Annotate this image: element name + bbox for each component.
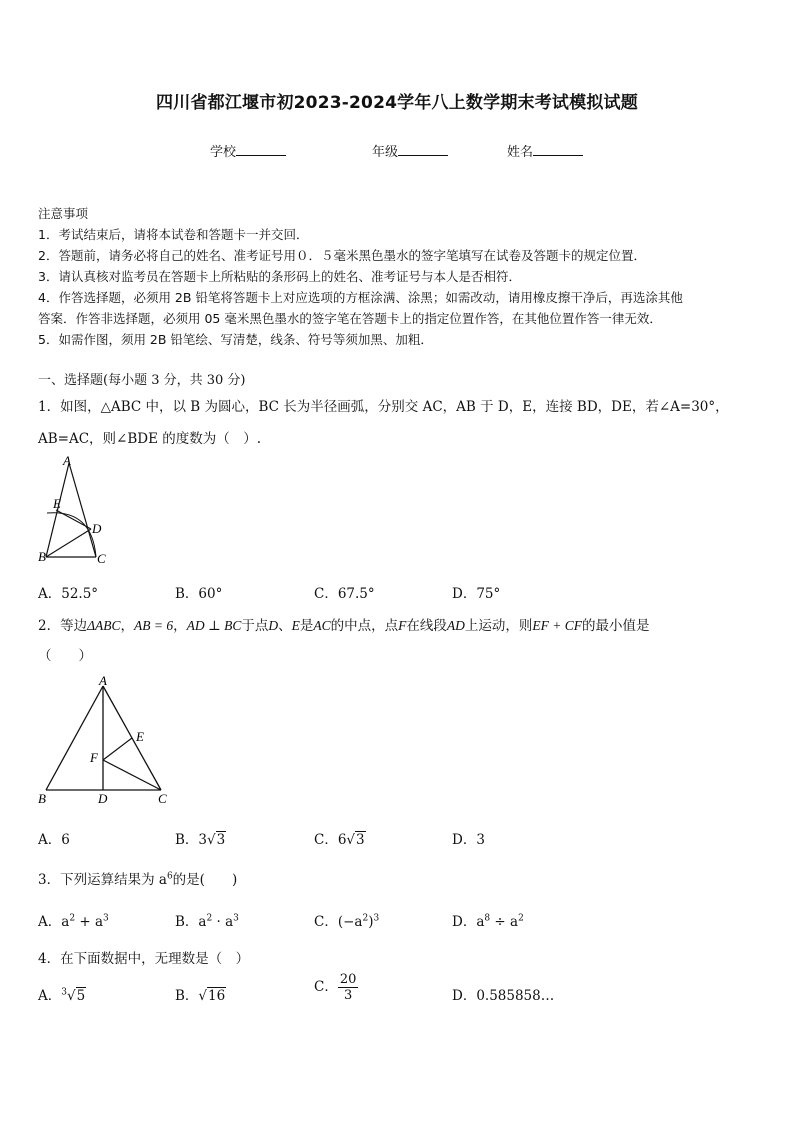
grade-label: 年级 bbox=[372, 145, 399, 160]
q3-c-exp1: 2 bbox=[362, 913, 369, 924]
q2-stem-line2: （ ） bbox=[38, 648, 92, 664]
q4-c-numerator: 20 bbox=[339, 972, 357, 987]
q2-label-f: F bbox=[90, 750, 98, 765]
q1-option-a[interactable]: A．52.5° bbox=[38, 586, 99, 602]
q4-a-index: 3 bbox=[61, 987, 67, 998]
q1-option-d[interactable]: D．75° bbox=[452, 586, 501, 602]
note-item: 5．如需作图，须用 2B 铅笔绘、写清楚，线条、符号等须加黑、加粗． bbox=[38, 332, 433, 347]
q3-stem-exp: 6 bbox=[166, 871, 173, 882]
q3-option-d[interactable] bbox=[452, 910, 524, 930]
q1-label-e: E bbox=[53, 496, 61, 511]
q2-text: 的中点，点 bbox=[330, 618, 399, 634]
school-field bbox=[210, 141, 286, 160]
q3-a-exp2: 3 bbox=[103, 913, 109, 924]
q3-b-exp2: 3 bbox=[233, 913, 239, 924]
q2-math-e: E bbox=[291, 618, 300, 633]
q1-option-c[interactable]: C．67.5° bbox=[314, 586, 375, 602]
q2-text: 于点 bbox=[241, 618, 269, 634]
q4-stem: 4．在下面数据中，无理数是（ ） bbox=[38, 951, 250, 967]
school-label: 学校 bbox=[210, 145, 237, 160]
q4-b-radicand: 16 bbox=[208, 988, 226, 1004]
note-item: 3．请认真核对监考员在答题卡上所粘贴的条形码上的姓名、准考证号与本人是否相符． bbox=[38, 269, 521, 284]
note-item: 2．答题前，请务必将自己的姓名、准考证号用０．５毫米黑色墨水的签字笔填写在试卷及答题卡的规定位置． bbox=[38, 248, 646, 263]
q4-option-b[interactable]: B．√16 bbox=[175, 988, 226, 1004]
q2-option-c-radicand: 3 bbox=[356, 832, 365, 848]
q2-stem-line1 bbox=[38, 614, 649, 634]
q2-label-a: A bbox=[99, 673, 107, 688]
q2-math-f: F bbox=[398, 618, 407, 633]
q4-c-fraction bbox=[338, 972, 359, 1003]
q3-stem bbox=[38, 868, 237, 888]
q2-option-b[interactable]: B．3√3 bbox=[175, 832, 226, 848]
q2-text: ， bbox=[120, 618, 135, 634]
note-item: 4．作答选择题，必须用 2B 铅笔将答题卡上对应选项的方框涂满、涂黑；如需改动，请用橡皮擦干净后，再选涂其他 bbox=[38, 290, 683, 305]
q2-math-ab: AB = 6 bbox=[134, 618, 174, 633]
grade-blank[interactable] bbox=[398, 143, 448, 156]
q2-text: 是 bbox=[299, 618, 314, 634]
q2-label-c: C bbox=[158, 791, 167, 806]
q3-a-op: + a bbox=[75, 914, 103, 930]
q3-stem-pre: 3．下列运算结果为 a bbox=[38, 872, 167, 888]
q2-math-ad: AD bbox=[446, 618, 465, 633]
q2-option-d[interactable]: D．3 bbox=[452, 832, 485, 848]
q3-b-op: · a bbox=[212, 914, 234, 930]
q4-option-d[interactable]: D．0.585858… bbox=[452, 988, 555, 1004]
q4-c-denominator: 3 bbox=[343, 988, 353, 1003]
q3-option-a[interactable] bbox=[38, 910, 109, 930]
q4-a-label: A． bbox=[38, 988, 62, 1004]
q2-text: 的最小值是 bbox=[581, 618, 650, 634]
q3-b-exp1: 2 bbox=[206, 913, 213, 924]
q2-figure bbox=[34, 673, 184, 808]
section-heading: 一、选择题(每小题 3 分，共 30 分) bbox=[38, 373, 246, 388]
note-item: 答案．作答非选择题，必须用 05 毫米黑色墨水的签字笔在答题卡上的指定位置作答，在其他位置作答一律无效． bbox=[38, 311, 662, 326]
name-label: 姓名 bbox=[507, 145, 534, 160]
name-blank[interactable] bbox=[533, 143, 583, 156]
q4-c-label: C． bbox=[314, 979, 338, 995]
notes-heading: 注意事项 bbox=[38, 206, 89, 221]
q3-a-exp1: 2 bbox=[69, 913, 76, 924]
q1-stem-line2: AB=AC，则∠BDE 的度数为（ ）. bbox=[38, 431, 262, 447]
q2-label-e: E bbox=[136, 729, 144, 744]
q2-text: ， bbox=[173, 618, 187, 634]
q2-math-d: D bbox=[268, 618, 279, 633]
q2-math-expr: EF + CF bbox=[532, 618, 582, 633]
q2-math-triangle: ΔABC bbox=[87, 618, 121, 633]
q3-d-base: D．a bbox=[452, 914, 485, 930]
page-title: 四川省都江堰市初2023-2024学年八上数学期末考试模拟试题 bbox=[156, 93, 638, 113]
q1-arc bbox=[47, 513, 96, 557]
q3-c-op: ) bbox=[368, 914, 374, 930]
q1-label-b: B bbox=[38, 549, 46, 564]
q3-c-base: C．(−a bbox=[314, 914, 363, 930]
q1-label-d: D bbox=[92, 521, 102, 536]
q1-label-a: A bbox=[63, 453, 71, 468]
q1-segment-bd bbox=[46, 529, 91, 557]
school-blank[interactable] bbox=[236, 143, 286, 156]
q2-option-b-radicand: 3 bbox=[216, 832, 226, 848]
q2-label-d: D bbox=[98, 791, 108, 806]
notes-block bbox=[38, 203, 683, 350]
q4-option-a[interactable]: A．$^3$√5 bbox=[38, 987, 86, 1004]
q3-c-exp2: 3 bbox=[373, 913, 380, 924]
q4-option-c[interactable] bbox=[314, 972, 358, 1003]
q1-option-b[interactable]: B．60° bbox=[175, 586, 223, 602]
q3-option-c[interactable] bbox=[314, 910, 379, 930]
q3-b-base: B．a bbox=[175, 914, 207, 930]
q4-b-label: B． bbox=[175, 988, 199, 1004]
q3-a-base: A．a bbox=[38, 914, 70, 930]
q2-label-b: B bbox=[38, 791, 46, 806]
q2-option-c-coef: C．6 bbox=[314, 832, 347, 848]
q2-text: 上运动，则 bbox=[464, 618, 533, 634]
note-item: 1．考试结束后，请将本试卷和答题卡一并交回． bbox=[38, 227, 309, 242]
q1-stem-line1: 1．如图，△ABC 中，以 B 为圆心，BC 长为半径画弧，分别交 AC，AB 于 D，E，连接 BD，DE，若∠A=30°， bbox=[38, 399, 729, 415]
q3-stem-post: 的是( ) bbox=[172, 872, 238, 888]
q2-segment-ef bbox=[103, 738, 132, 760]
q1-label-c: C bbox=[97, 551, 106, 566]
name-field bbox=[507, 141, 583, 160]
q3-d-exp2: 2 bbox=[518, 913, 524, 924]
q2-text: 2．等边 bbox=[38, 618, 88, 634]
q4-a-radicand: 5 bbox=[76, 988, 86, 1004]
q2-text: 、 bbox=[278, 618, 292, 634]
q3-option-b[interactable] bbox=[175, 910, 239, 930]
q2-option-a[interactable]: A．6 bbox=[38, 832, 70, 848]
grade-field bbox=[372, 141, 448, 160]
q3-d-op: ÷ a bbox=[490, 914, 519, 930]
q1-side-ac bbox=[69, 463, 96, 557]
q2-option-c[interactable]: C．6√3 bbox=[314, 832, 365, 848]
q2-text: 在线段 bbox=[406, 618, 447, 634]
q2-math-perp: AD ⊥ BC bbox=[186, 618, 242, 633]
q2-math-ac: AC bbox=[313, 618, 331, 633]
q2-option-b-coef: B．3 bbox=[175, 832, 208, 848]
q2-side-ab bbox=[46, 686, 103, 790]
q3-d-exp1: 8 bbox=[484, 913, 491, 924]
q1-figure bbox=[34, 453, 114, 568]
